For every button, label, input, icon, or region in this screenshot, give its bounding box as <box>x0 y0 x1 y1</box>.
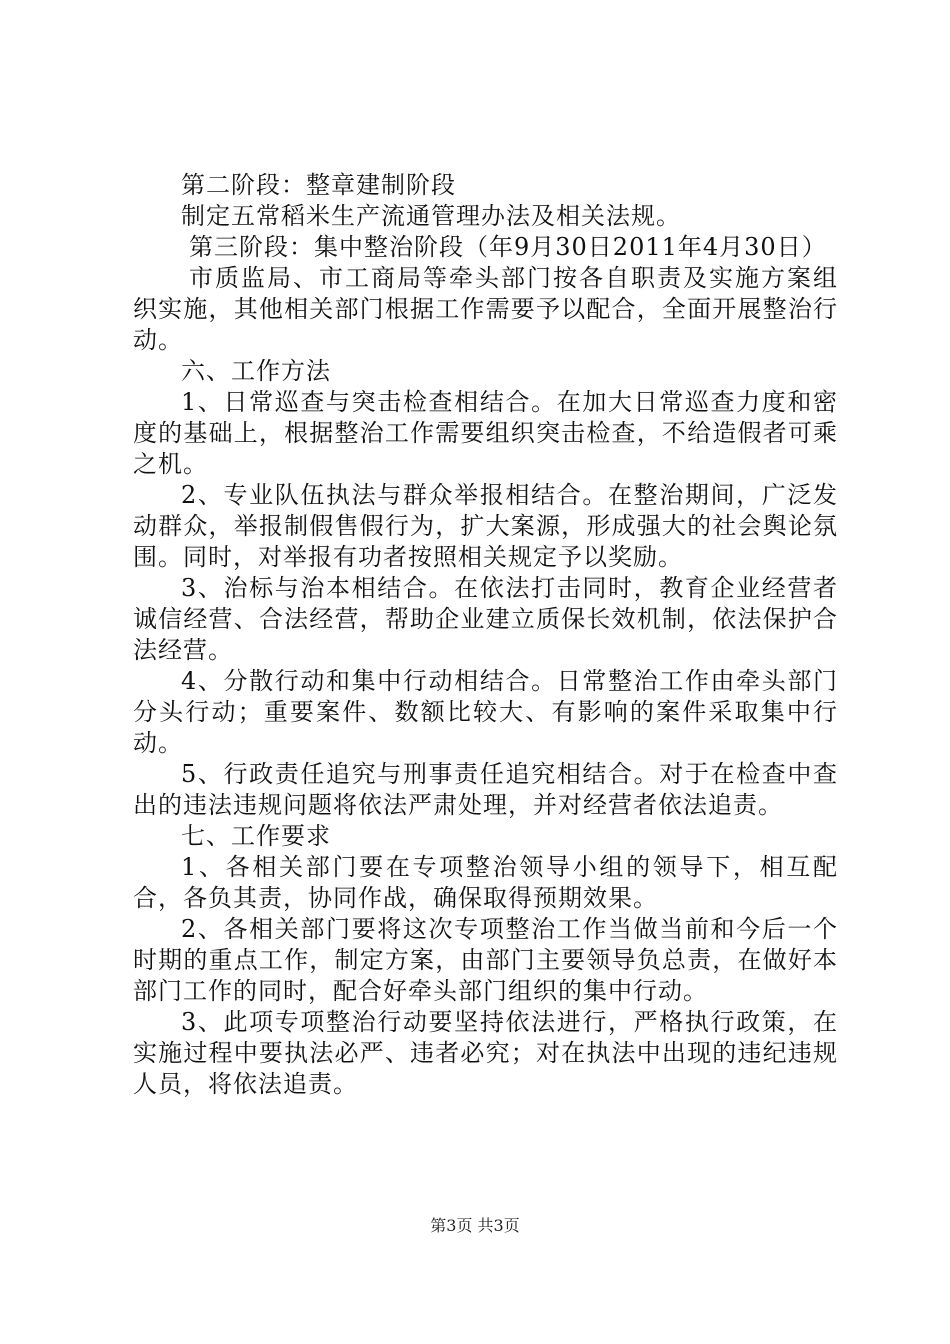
stage-three-heading: 第三阶段：集中整治阶段（年9月30日2011年4月30日） <box>189 233 827 261</box>
requirement-item-3: 3、此项专项整治行动要坚持依法进行，严格执行政策，在实施过程中要执法必严、违者必究；对在执法中出现的违纪违规人员，将依法追责。 <box>133 1008 838 1098</box>
method-item-2: 2、专业队伍执法与群众举报相结合。在整治期间，广泛发动群众，举报制假售假行为，扩大案源，形成强大的社会舆论氛围。同时，对举报有功者按照相关规定予以奖励。 <box>133 481 838 571</box>
requirement-item-2: 2、各相关部门要将这次专项整治工作当做当前和今后一个时期的重点工作，制定方案，由部门主要领导负总责，在做好本部门工作的同时，配合好牵头部门组织的集中行动。 <box>133 915 838 1005</box>
method-item-4: 4、分散行动和集中行动相结合。日常整治工作由牵头部门分头行动；重要案件、数额比较大、有影响的案件采取集中行动。 <box>133 667 838 757</box>
stage-three-text: 市质监局、市工商局等牵头部门按各自职责及实施方案组织实施，其他相关部门根据工作需要予以配合，全面开展整治行动。 <box>133 264 838 354</box>
requirement-item-1: 1、各相关部门要在专项整治领导小组的领导下，相互配合，各负其责，协同作战，确保取得预期效果。 <box>133 853 838 912</box>
stage-two-heading: 第二阶段：整章建制阶段 <box>181 171 456 199</box>
stage-two-text: 制定五常稻米生产流通管理办法及相关法规。 <box>181 202 681 230</box>
method-item-3: 3、治标与治本相结合。在依法打击同时，教育企业经营者诚信经营、合法经营，帮助企业建立质保长效机制，依法保护合法经营。 <box>133 574 838 664</box>
page-footer: 第3页 共3页 <box>430 1216 520 1235</box>
section-seven-heading: 七、工作要求 <box>181 822 331 850</box>
method-item-5: 5、行政责任追究与刑事责任追究相结合。对于在检查中查出的违法违规问题将依法严肃处理，并对经营者依法追责。 <box>133 760 838 819</box>
section-six-heading: 六、工作方法 <box>181 357 331 385</box>
document-body <box>133 170 838 1100</box>
method-item-1: 1、日常巡查与突击检查相结合。在加大日常巡查力度和密度的基础上，根据整治工作需要组织突击检查，不给造假者可乘之机。 <box>133 388 838 478</box>
